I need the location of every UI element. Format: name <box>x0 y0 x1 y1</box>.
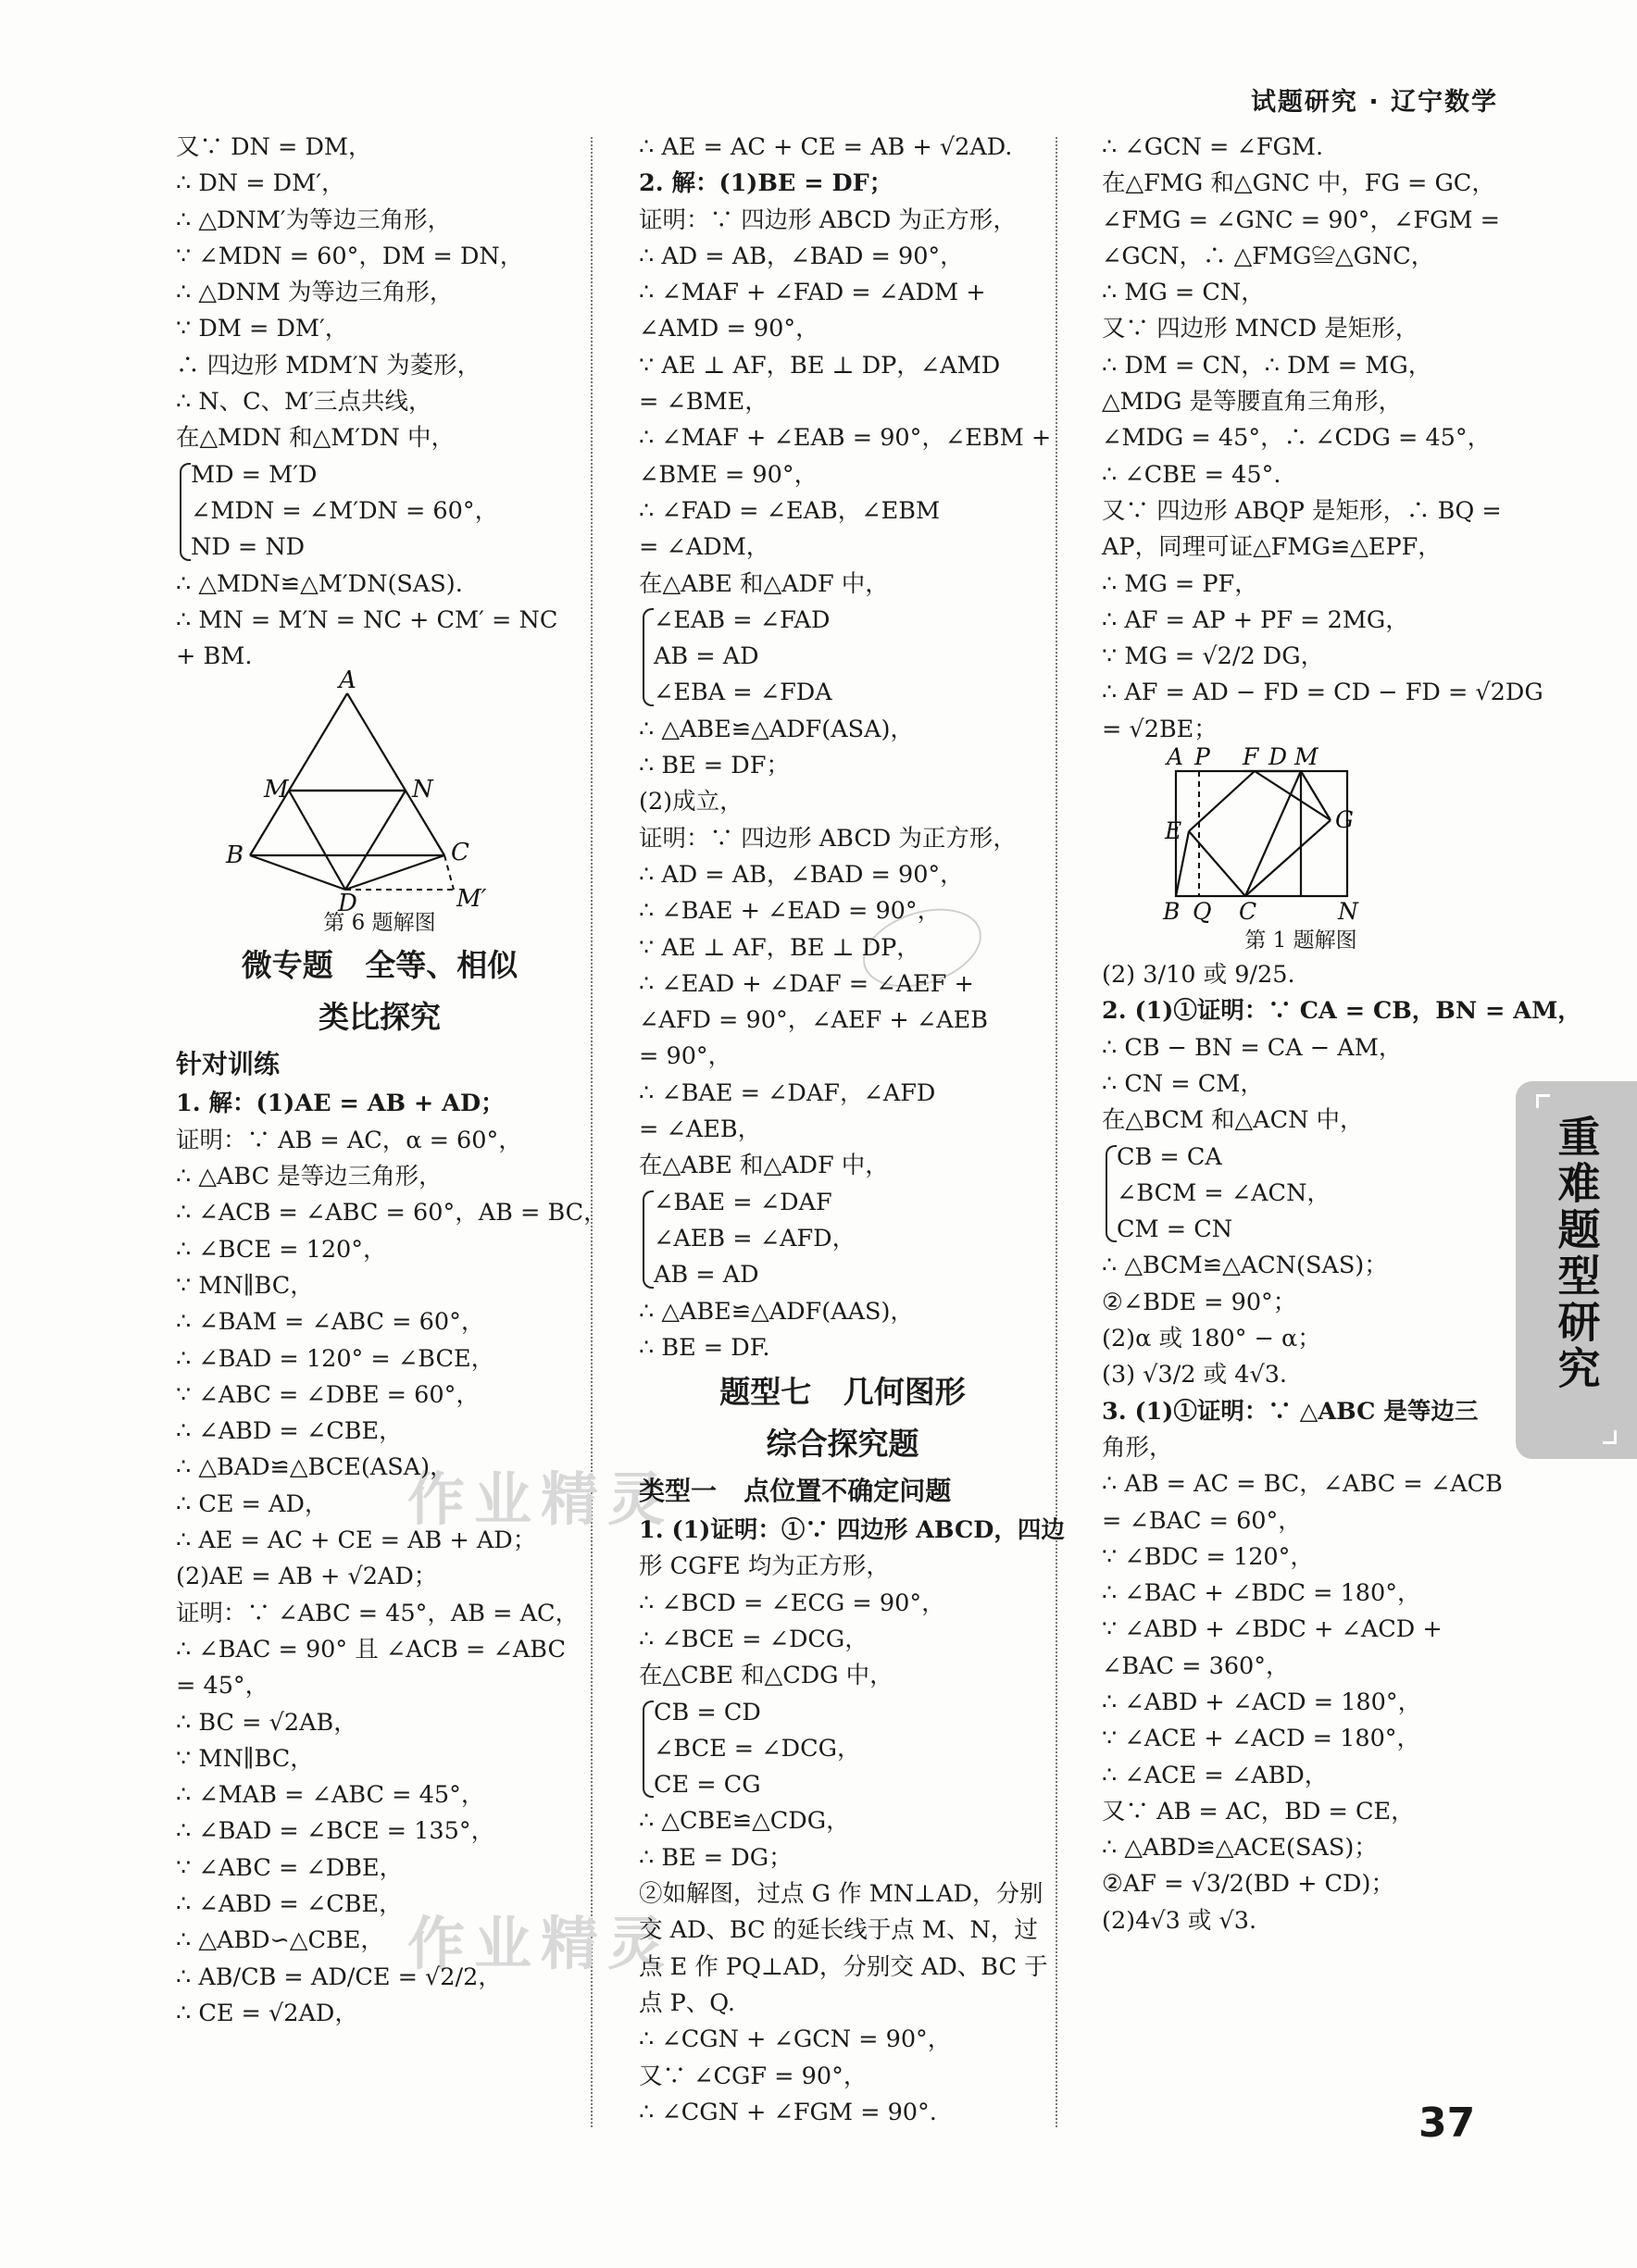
solution-line: 在△ABE 和△ADF 中， <box>639 1152 889 1180</box>
solution-line: ∴ ∠CBE = 45°. <box>1102 460 1281 489</box>
solution-line: ∴ N、C、M′三点共线， <box>176 388 432 417</box>
solution-line: (2)α 或 180° − α； <box>1102 1325 1321 1353</box>
figure-caption: 第 1 题解图 <box>1244 928 1357 953</box>
solution-line: ∵ AE ⊥ AF，BE ⊥ DP， <box>639 933 920 962</box>
brace-line: ∠BCE = ∠DCG， <box>654 1734 861 1763</box>
solution-line: = ∠AEB， <box>639 1115 762 1144</box>
fig1-label: P <box>1194 743 1210 771</box>
solution-line: ∴ ∠CGN + ∠FGM = 90°. <box>639 2098 937 2126</box>
equation-brace <box>639 1695 1046 1804</box>
brace-line: ∠BAE = ∠DAF <box>654 1188 832 1216</box>
solution-line: 1. 解：(1)AE = AB + AD； <box>176 1090 505 1118</box>
fig1-label: E <box>1165 817 1182 845</box>
solution-line: ∴ ∠ABD + ∠ACD = 180°， <box>1102 1688 1422 1716</box>
solution-line: ∴ AF = AP + PF = 2MG， <box>1102 605 1409 634</box>
solution-line: ∵ MN∥BC， <box>176 1744 314 1773</box>
solution-line: ∴ ∠FAD = ∠EAB，∠EBM <box>639 496 941 525</box>
solution-line: ∴ BE = DF. <box>639 1333 770 1362</box>
subsection-heading: 类型一 点位置不确定问题 <box>639 1476 952 1507</box>
solution-line: = 45°， <box>176 1672 269 1701</box>
brace-line: CB = CD <box>654 1698 761 1726</box>
solution-line: = √2BE； <box>1102 715 1218 743</box>
section-heading: 微专题 全等、相似 <box>241 947 519 984</box>
tab-corner-mark <box>1603 1430 1617 1444</box>
solution-line: 又∵ 四边形 MNCD 是矩形， <box>1102 315 1419 343</box>
solution-line: ∴ ∠BAD = 120° = ∠BCE， <box>176 1344 495 1373</box>
solution-line: ∴ CE = √2AD， <box>176 1999 358 2027</box>
solution-line: ∴ ∠ABD = ∠CBE， <box>176 1417 403 1446</box>
solution-line: (2)4√3 或 √3. <box>1102 1906 1257 1935</box>
solution-line: ∴ ∠BCD = ∠ECG = 90°， <box>639 1589 945 1617</box>
solution-line: 在△FMG 和△GNC 中，FG = GC， <box>1102 169 1495 198</box>
brace-line: ∠BCM = ∠ACN， <box>1117 1178 1331 1207</box>
figure-q6 <box>176 667 583 940</box>
solution-line: = 90°， <box>639 1042 732 1071</box>
figure-q6-diagram <box>176 667 487 918</box>
solution-line: ∴ ∠EAD + ∠DAF = ∠AEF + <box>639 969 974 998</box>
fig6-label: B <box>226 841 244 870</box>
tab-corner-mark <box>1536 1094 1550 1108</box>
figure-q1 <box>1102 743 1500 957</box>
solution-line: 又∵ DN = DM， <box>176 133 372 161</box>
solution-line: ∴ ∠BAC = 90° 且 ∠ACB = ∠ABC <box>176 1635 566 1664</box>
solution-line: ∵ MN∥BC， <box>176 1271 314 1300</box>
fig6-label: M′ <box>456 885 487 914</box>
brace-line: ∠EBA = ∠FDA <box>654 679 832 707</box>
solution-line: = ∠BAC = 60°， <box>1102 1506 1302 1535</box>
solution-line: ∴ △ABE≌△ADF(AAS)， <box>639 1297 914 1326</box>
page-header: 试题研究 · 辽宁数学 <box>1250 88 1498 117</box>
solution-line: ∴ CB − BN = CA − AM， <box>1102 1033 1403 1062</box>
solution-line: ∴ ∠BCE = ∠DCG， <box>639 1625 868 1653</box>
solution-line: ∠BME = 90°， <box>639 460 818 489</box>
solution-line: ②AF = √3/2(BD + CD)； <box>1102 1870 1394 1899</box>
solution-line: = ∠BME， <box>639 388 769 417</box>
brace-line: ∠AEB = ∠AFD， <box>654 1224 856 1252</box>
solution-line: = ∠ADM， <box>639 533 770 562</box>
solution-line: + BM. <box>176 642 253 671</box>
fig1-label: G <box>1335 806 1354 834</box>
solution-line: ∴ BE = DG； <box>639 1843 793 1872</box>
equation-brace <box>639 1185 1046 1294</box>
solution-line: ∵ ∠ABC = ∠DBE， <box>176 1853 404 1882</box>
solution-line: ∴ ∠BAM = ∠ABC = 60°， <box>176 1308 485 1337</box>
solution-line: 又∵ ∠CGF = 90°， <box>639 2062 868 2090</box>
solution-line: (3) √3/2 或 4√3. <box>1102 1361 1288 1389</box>
solution-line: ∴ ∠BAC + ∠BDC = 180°， <box>1102 1579 1421 1608</box>
fig1-label: N <box>1338 898 1358 926</box>
solution-line: (2)成立， <box>639 788 744 816</box>
solution-line: ∴ △CBE≌△CDG， <box>639 1807 850 1836</box>
solution-line: ∴ △BAD≌△BCE(ASA)， <box>176 1453 454 1482</box>
fig1-label: B <box>1163 898 1181 926</box>
solution-line: 证明：∵ AB = AC，α = 60°， <box>176 1126 522 1154</box>
brace-line: ∠MDN = ∠M′DN = 60°， <box>191 496 499 525</box>
solution-line: ∵ ∠ABC = ∠DBE = 60°， <box>176 1380 480 1409</box>
solution-line: ∴ △ABD∽△CBE， <box>176 1926 384 1955</box>
solution-line: ∴ AB = AC = BC，∠ABC = ∠ACB <box>1102 1470 1503 1499</box>
solution-line: ∴ ∠MAF + ∠EAB = 90°，∠EBM + <box>639 424 1052 453</box>
brace-line: CM = CN <box>1117 1215 1233 1244</box>
solution-line: 在△BCM 和△ACN 中， <box>1102 1106 1364 1135</box>
fig6-label: D <box>338 890 357 918</box>
brace-line: AB = AD <box>654 1261 759 1290</box>
solution-line: 角形， <box>1102 1433 1173 1462</box>
solution-line: (2)AE = AB + √2AD； <box>176 1563 438 1591</box>
figure-caption: 第 6 题解图 <box>323 911 436 936</box>
solution-line: ∴ △BCM≌△ACN(SAS)； <box>1102 1252 1388 1280</box>
solution-line: ∴ △DNM′为等边三角形， <box>176 206 452 234</box>
solution-line: △MDG 是等腰直角三角形， <box>1102 388 1403 417</box>
solution-line: 1. (1)证明：①∵ 四边形 ABCD，四边 <box>639 1516 1065 1545</box>
section-heading: 类比探究 <box>319 999 441 1036</box>
solution-line: ∴ BE = DF； <box>639 752 790 780</box>
solution-line: ∠GCN，∴ △FMG≌△GNC， <box>1102 242 1435 270</box>
solution-line: ∵ ∠ACE + ∠ACD = 180°， <box>1102 1725 1421 1753</box>
solution-line: AP，同理可证△FMG≌△EPF， <box>1102 533 1442 562</box>
solution-line: ∴ AD = AB，∠BAD = 90°， <box>639 860 964 889</box>
solution-line: 3. (1)①证明：∵ △ABC 是等边三 <box>1102 1397 1479 1426</box>
solution-line: ∴ AD = AB，∠BAD = 90°， <box>639 242 964 270</box>
solution-line: 证明：∵ 四边形 ABCD 为正方形， <box>639 824 1017 853</box>
solution-line: 在△CBE 和△CDG 中， <box>639 1662 893 1690</box>
figure-q1-diagram <box>1102 743 1380 926</box>
brace-line: AB = AD <box>654 642 759 671</box>
solution-line: ∴ ∠ACB = ∠ABC = 60°，AB = BC， <box>176 1199 607 1227</box>
solution-line: 在△ABE 和△ADF 中， <box>639 569 889 598</box>
solution-line: ∴ MG = CN， <box>1102 279 1265 307</box>
solution-line: ∠BAC = 360°， <box>1102 1651 1290 1680</box>
fig1-label: D <box>1268 743 1288 771</box>
solution-line: ∵ MG = √2/2 DG， <box>1102 642 1325 671</box>
fig1-label: M <box>1294 743 1318 771</box>
column-middle <box>639 130 1065 2131</box>
solution-line: ∴ ∠BCE = 120°， <box>176 1235 387 1264</box>
solution-line: 形 CGFE 均为正方形， <box>639 1552 890 1581</box>
equation-brace <box>176 457 583 567</box>
solution-line: ∴ ∠ACE = ∠ABD， <box>1102 1761 1329 1789</box>
solution-line: ∵ ∠ABD + ∠BDC + ∠ACD + <box>1102 1615 1443 1644</box>
column-divider <box>1056 137 1057 2127</box>
solution-line: ∴ AB/CB = AD/CE = √2/2， <box>176 1963 502 1991</box>
solution-line: 交 AD、BC 的延长线于点 M、N，过 <box>639 1916 1038 1945</box>
watermark: 作业精灵 <box>407 1910 675 1977</box>
fig6-label: C <box>451 839 469 867</box>
solution-line: ∠MDG = 45°，∴ ∠CDG = 45°， <box>1102 424 1492 453</box>
fig1-label: Q <box>1193 898 1212 926</box>
fig6-label: N <box>412 776 433 804</box>
solution-line: ∴ △DNM 为等边三角形， <box>176 279 454 307</box>
solution-line: ∵ ∠MDN = 60°，DM = DN， <box>176 242 524 270</box>
solution-line: 2. 解：(1)BE = DF； <box>639 169 893 198</box>
fig1-label: A <box>1167 743 1184 771</box>
solution-line: (2) 3/10 或 9/25. <box>1102 961 1295 990</box>
equation-brace <box>639 603 1046 712</box>
solution-line: ∴ DM = CN，∴ DM = MG， <box>1102 351 1432 380</box>
equation-brace <box>1102 1140 1500 1249</box>
column-divider <box>591 137 593 2127</box>
section-heading: 综合探究题 <box>766 1426 919 1463</box>
solution-line: ∴ AF = AD − FD = CD − FD = √2DG <box>1102 679 1543 707</box>
solution-line: 证明：∵ 四边形 ABCD 为正方形， <box>639 206 1017 234</box>
solution-line: ∴ ∠BAD = ∠BCE = 135°， <box>176 1817 495 1846</box>
brace-line: CE = CG <box>654 1771 761 1800</box>
solution-line: ∴ △ABC 是等边三角形， <box>176 1163 443 1191</box>
solution-line: ∠FMG = ∠GNC = 90°，∠FGM = <box>1102 206 1500 234</box>
solution-line: ②如解图，过点 G 作 MN⊥AD，分别 <box>639 1880 1043 1909</box>
solution-line: 在△MDN 和△M′DN 中， <box>176 424 455 453</box>
solution-line: 又∵ 四边形 ABQP 是矩形，∴ BQ = <box>1102 496 1502 525</box>
solution-line: ∴ MN = M′N = NC + CM′ = NC <box>176 605 558 634</box>
solution-line: ∴ ∠CGN + ∠GCN = 90°， <box>639 2025 952 2054</box>
column-left <box>176 130 607 2032</box>
solution-line: ∴ CE = AD， <box>176 1489 329 1518</box>
brace-line: ND = ND <box>191 533 306 562</box>
solution-line: ∵ DM = DM′， <box>176 315 349 343</box>
solution-line: ∠AFD = 90°，∠AEF + ∠AEB <box>639 1006 988 1035</box>
solution-line: ∴ 四边形 MDM′N 为菱形， <box>176 351 481 380</box>
brace-line: MD = M′D <box>191 460 318 489</box>
watermark: 作业精灵 <box>407 1465 675 1533</box>
solution-line: 点 E 作 PQ⊥AD，分别交 AD、BC 于 <box>639 1952 1048 1981</box>
fig6-label: M <box>264 776 289 804</box>
solution-line: 2. (1)①证明：∵ CA = CB，BN = AM， <box>1102 997 1581 1026</box>
solution-line: ∴ ∠ABD = ∠CBE， <box>176 1889 403 1918</box>
section-side-tab <box>1516 1081 1637 1459</box>
solution-line: ∴ AE = AC + CE = AB + AD； <box>176 1527 537 1555</box>
side-tab-label: 重难题型研究 <box>1551 1115 1602 1392</box>
solution-line: ∴ ∠BAE = ∠DAF，∠AFD <box>639 1078 936 1107</box>
solution-line: ∴ MG = PF， <box>1102 569 1258 598</box>
solution-line: ∴ △ABD≌△ACE(SAS)； <box>1102 1834 1378 1863</box>
page-number: 37 <box>1418 2100 1476 2147</box>
solution-line: 点 P、Q. <box>639 1988 736 2017</box>
section-heading: 题型七 几何图形 <box>719 1374 966 1411</box>
solution-line: ∴ △MDN≌△M′DN(SAS). <box>176 569 463 598</box>
solution-line: ∴ DN = DM′， <box>176 169 345 198</box>
solution-line: ∵ ∠BDC = 120°， <box>1102 1542 1314 1571</box>
solution-line: ∴ ∠GCN = ∠FGM. <box>1102 133 1324 161</box>
solution-line: ∵ AE ⊥ AF，BE ⊥ DP，∠AMD <box>639 351 1001 380</box>
brace-line: ∠EAB = ∠FAD <box>654 605 831 634</box>
solution-line: ∴ AE = AC + CE = AB + √2AD. <box>639 133 1013 161</box>
subsection-heading: 针对训练 <box>176 1049 281 1080</box>
solution-line: ∴ ∠BAE + ∠EAD = 90°， <box>639 897 942 926</box>
solution-line: 证明：∵ ∠ABC = 45°，AB = AC， <box>176 1599 580 1627</box>
brace-line: CB = CA <box>1117 1142 1222 1171</box>
solution-line: ∴ BC = √2AB， <box>176 1708 357 1737</box>
solution-line: 又∵ AB = AC，BD = CE， <box>1102 1797 1415 1826</box>
fig1-label: C <box>1239 898 1257 926</box>
solution-line: ∴ △ABE≌△ADF(ASA)， <box>639 715 914 743</box>
solution-line: ∠AMD = 90°， <box>639 315 819 343</box>
solution-line: ②∠BDE = 90°； <box>1102 1288 1297 1316</box>
solution-line: ∴ CN = CM， <box>1102 1069 1264 1098</box>
solution-line: ∴ ∠MAF + ∠FAD = ∠ADM + <box>639 279 986 307</box>
solution-line: ∴ ∠MAB = ∠ABC = 45°， <box>176 1781 485 1810</box>
fig1-label: F <box>1243 743 1259 771</box>
fig6-label: A <box>339 667 356 695</box>
